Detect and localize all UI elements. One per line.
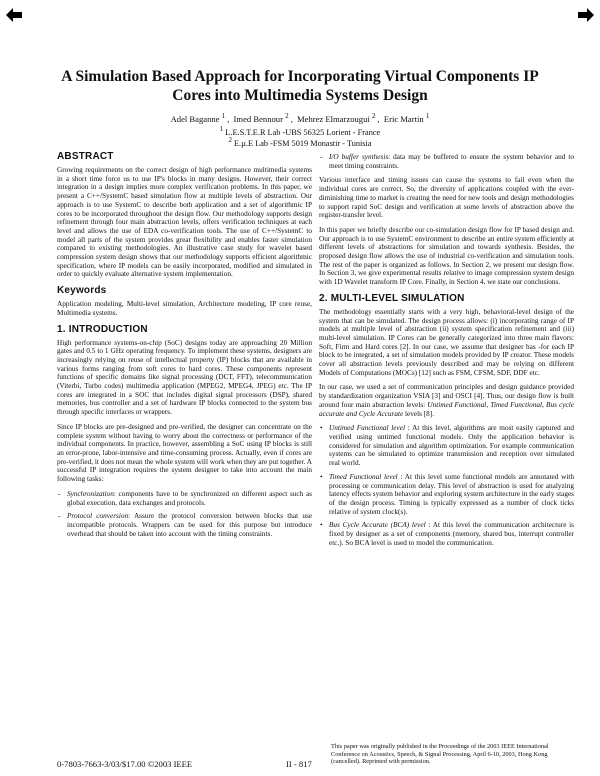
- author-name: Imed Bennour: [233, 113, 283, 124]
- bullet-label: Untimed Functional level: [329, 424, 405, 433]
- intro-task-list: [57, 490, 312, 539]
- bullet-label: Protocol conversion: [67, 512, 129, 521]
- list-item: [58, 512, 312, 538]
- author-name: Eric Martin: [383, 113, 424, 124]
- list-item: [320, 153, 574, 170]
- bullet-text: : At this level the communication architecture is fixed by designer as a set of components (memory, shared bus, interrupt controller etc.). So BCA level is used to model the communication.: [329, 521, 575, 547]
- intro-paragraph: High performance systems-on-chip (SoC) designs today are approaching 20 Million gates and 0.5 to 1 GHz operating frequency. To implement these systems, designers are increasingly relying on reuse of intellectual property (IP) blocks that are available in various forms ranging from soft cores to hard cores. These components represent functions of specific domains like signal processing (DCT, FFT), telecommunication (Viterbi, Turbo codes) multimedia application (MPEG2, MPEG4, JPEG) etc. The IP cores are integrated in a SOC that includes digital signal processors (DSP), shared memories, bus controller and a set of hardware IP blocks connected to the system bus through specific interfaces or wrappers.: [57, 338, 312, 417]
- paper-title: [40, 67, 560, 105]
- intro-paragraph: Since IP blocks are pre-designed and pre-verified, the designer can concentrate on the complete system without having to worry about the correctness or performance of the individual components. In practice, however, assembling a SoC using IP blocks is still an error-prone, labor-intensive and time-consuming process. Actually, even if cores are pre-verified, it does not mean the whole system will work when they are put together. A successful IP integration requires the system designer to take into account the main following tasks:: [57, 422, 312, 484]
- keywords-heading: Keywords: [57, 285, 107, 297]
- author-name: Mehrez Elmarzougui: [297, 113, 370, 124]
- author-name: Adel Baganne: [170, 113, 220, 124]
- title-line-1: A Simulation Based Approach for Incorporating Virtual Components IP: [61, 68, 539, 85]
- section2-paragraph: [319, 383, 574, 418]
- bullet-mark: -: [58, 489, 61, 498]
- bullet-text: : Assure the protocol conversion between blocks that use incompatible protocols. Wrappers can be used for this purpose but introduce overhead that should be taken into account with the timing constraints.: [67, 512, 312, 538]
- affiliation-text: L.E.S.T.E.R Lab -UBS 56325 Lorient - France: [225, 127, 381, 137]
- bullet-mark: •: [320, 521, 323, 530]
- intro-paragraph: In this paper we briefly describe our co-simulation design flow for IP based design and. Our approach is to use SystemC environment to describe an entire system efficiently at different levels of abstractions for simulation and towards synthesis. Besides, the proposed design flow allows the use of industrial co-verification and simulation tools. The rest of the paper is organized as follows. In Section 2, we present our design flow. In Section 3, we give experimental results relative to image compression system design with 1D Wavelet transform IP Core. Finally, in Section 4, we state our conclusions.: [319, 225, 574, 287]
- bullet-label: Timed Functional level: [329, 472, 398, 481]
- intro-task-list-continued: [319, 153, 574, 170]
- back-arrow-button[interactable]: [6, 8, 22, 22]
- bullet-text: : components have to be synchronized on different aspect such as global execution, data exchanges and protocols.: [67, 489, 312, 507]
- footer-isbn: 0-7803-7663-3/03/$17.00 ©2003 IEEE: [57, 759, 193, 769]
- arrow-right-icon: [578, 8, 594, 22]
- page-number: II - 817: [286, 759, 312, 769]
- author-list: Adel Baganne $^1$ , Imed Bennour $^2$ , Mehrez Elmarzougui $^2$ , Eric Martin $^1$: [170, 112, 430, 124]
- abstract-heading: ABSTRACT: [57, 151, 114, 162]
- introduction-heading: 1. INTRODUCTION: [57, 323, 148, 335]
- author-sup: 1: [221, 112, 226, 120]
- bullet-mark: •: [320, 424, 323, 433]
- title-line-2: Cores into Multimedia Systems Design: [172, 87, 428, 104]
- bullet-label: Bus Cycle Accurate (BCA) level: [329, 521, 426, 530]
- list-item: [320, 521, 575, 547]
- keywords-text: Application modeling, Multi-level simulation, Architecture modeling, IP core reuse, Multimedia systems.: [57, 300, 312, 317]
- affiliation: [40, 136, 560, 149]
- section2-paragraph: The methodology essentially starts with a very high, behavioral-level design of the system that can be simulated. The design process allows: (i) incorporating range of IP models at multiple level of abstraction (ii) system specification refinement and (iii) multi-level simulation. IP Cores can be generally categorized into three main flavors: Soft, Firm and Hard cores [2]. In our case, we assume that designer has -for each IP block to be integrated, a set of simulation models provided by IP creator. These models cover all abstraction levels previously described and may be relying on different Models of Computations (MOCs) [12] such as FSM, CFSM, SDF, DDF etc.: [319, 307, 574, 377]
- section2-heading: 2. MULTI-LEVEL SIMULATION: [319, 292, 465, 304]
- affiliation-sup: 2: [228, 137, 232, 144]
- bullet-mark: -: [58, 512, 61, 521]
- paragraph-italic: Untimed Functional, Timed Functional, Bus cycle accurate and Cycle Accurate: [319, 400, 574, 418]
- arrow-left-icon: [6, 8, 22, 22]
- list-item: [320, 472, 574, 517]
- bullet-text: : data may be buffered to ensure the system behavior and to meet timing constraints.: [329, 153, 574, 170]
- bullet-mark: -: [320, 153, 323, 161]
- bullet-text: : At this level, algorithms are most easily captured and verified using untimed functional models. Only the application behavior is considered for simulation and algorithm optimization. For example communication systems can be simulated to optimize transmission and reception over simulated real world.: [329, 424, 574, 468]
- author-sup: 2: [285, 112, 289, 120]
- paragraph-text: levels [8].: [403, 409, 435, 418]
- right-column: [319, 153, 574, 553]
- left-column: [57, 151, 312, 544]
- paragraph-text: In our case, we used a set of communication principles and design guidance provided by standardization organization VSIA [3] and OSCI [4]. Thus, our design flow is built around four main abstraction levels:: [319, 383, 574, 409]
- abstraction-level-list: [319, 424, 574, 547]
- intro-paragraph: Various interface and timing issues can cause the systems to fail even when the individual cores are correct. So, the diversity of applications coupled with the ever-diminishing time to market is creating the need for new tools and design methodologies to support rapid SoC design and verification at some levels of abstraction above the register-transfer level.: [319, 176, 574, 220]
- affiliation-text: E.µ.E Lab -FSM 5019 Monastir - Tunisia: [233, 138, 372, 148]
- bullet-mark: •: [320, 472, 323, 481]
- bullet-label: I/O buffer synthesis: [329, 153, 389, 161]
- forward-arrow-button[interactable]: [578, 8, 594, 22]
- reprint-note: This paper was originally published in the Proceedings of the 2003 IEEE International Conference on Acoustics, Speech, & Signal Processing, April 6-10, 2003, Hong Kong (cancelled). Reprinted with permission.: [331, 743, 549, 766]
- affiliation-sup: 1: [219, 126, 224, 133]
- bullet-label: Synchronization: [67, 489, 114, 498]
- list-item: [320, 424, 574, 468]
- list-item: [58, 489, 312, 507]
- author-sup: 2: [371, 112, 376, 120]
- bullet-text: : At this level some functional models are annotated with processing or communication delay. This level of abstraction is used for analyzing latency effects system behavior and exploring system architecture in the early stages of the design process. Timing is typically expressed as a number of clock ticks relative of system clock(s).: [329, 472, 574, 516]
- abstract-text: Growing requirements on the correct design of high performance multimedia systems in a short time force us to use IP's blocks in many designs. However, their correct integration in a design implies more complex verification problems. In this paper, we present a C++/SystemC based simulation flow at multiple levels of abstraction. Our approach is to use SystemC to describe both application and a set of algorithmic IP cores to be incorporated throughout the design flow. Our methodology supports design refinement through four main abstraction levels, offers verification techniques at each level and allows the use of EDA co-verification tools. The use of C++/SystemC to model all parts of the system provides great flexibility and enables faster simulation compared to existing methodologies. An illustrative case study for wavelet based compression system design shows that our methodology supports efficient algorithmic specification, where IP models can be easily incorporated, modified and simulated in order to quickly evaluate alternative system implementation.: [57, 166, 312, 279]
- author-sup: 1: [425, 112, 430, 120]
